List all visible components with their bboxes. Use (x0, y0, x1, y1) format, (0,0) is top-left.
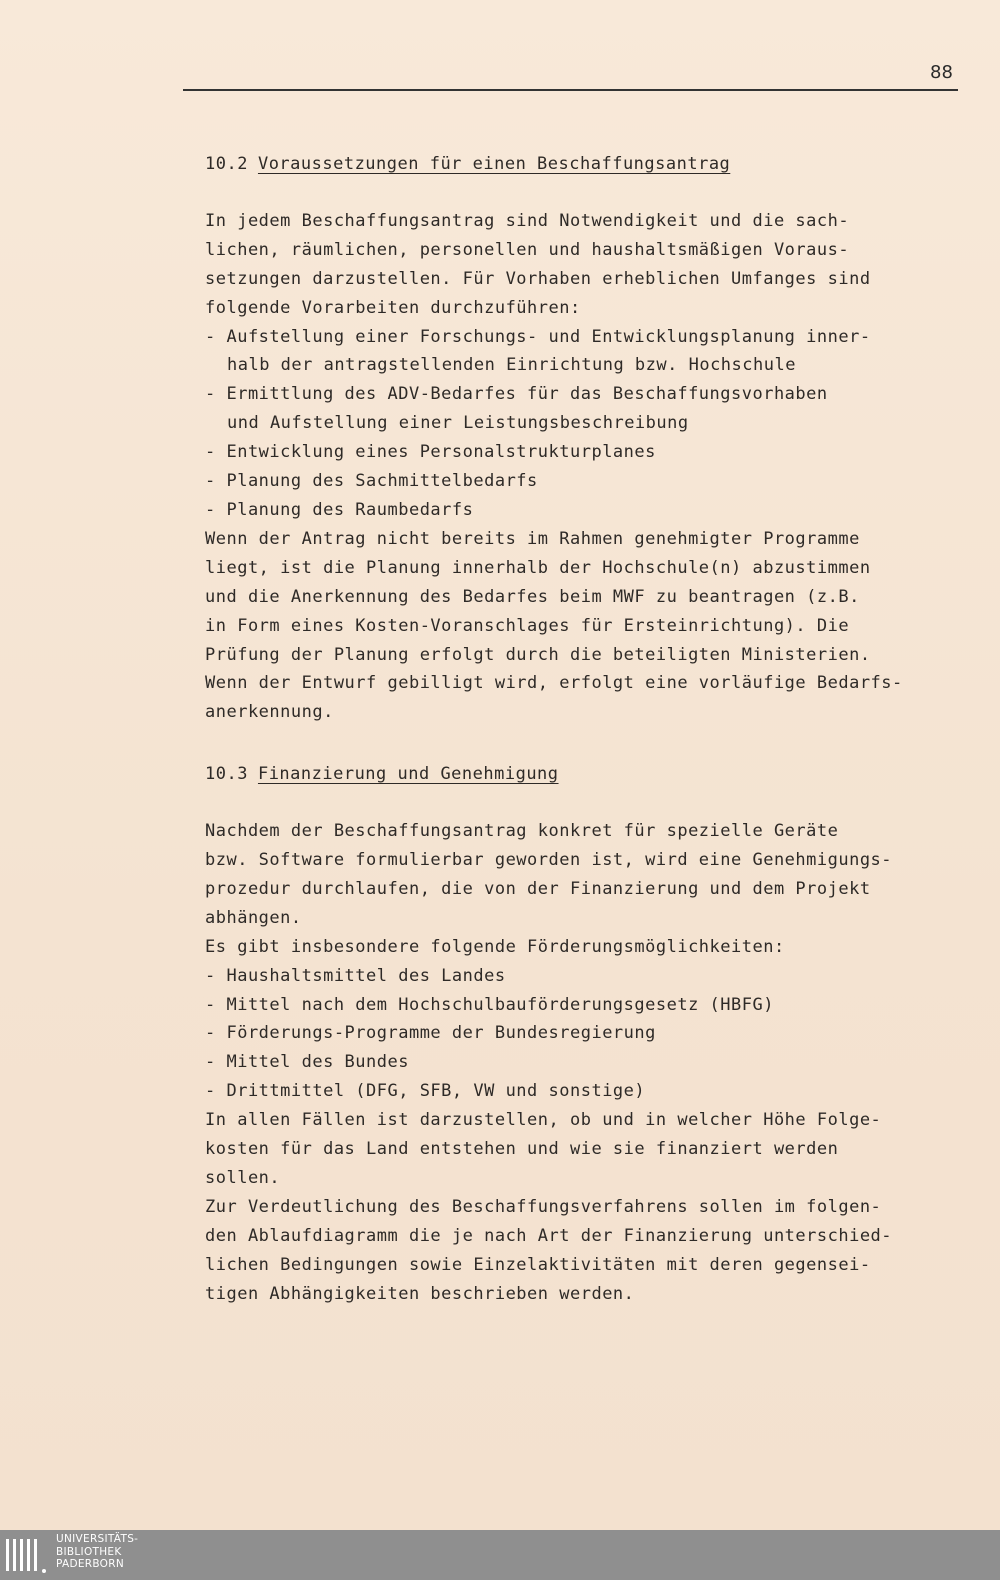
text-line: und die Anerkennung des Bedarfes beim MWF zu beantragen (z.B. (205, 586, 860, 607)
list-item-continuation: halb der antragstellenden Einrichtung bzw. Hochschule (227, 355, 796, 376)
list-item: - Förderungs-Programme der Bundesregierung (205, 1023, 656, 1044)
list-item: - Aufstellung einer Forschungs- und Entwicklungsplanung inner- (205, 326, 871, 347)
header-rule (183, 89, 958, 91)
list-item-continuation: und Aufstellung einer Leistungsbeschreibung (227, 413, 689, 434)
library-footer-bar (0, 1530, 1000, 1580)
section-title: Voraussetzungen für einen Beschaffungsantrag (257, 154, 731, 174)
text-line: Wenn der Entwurf gebilligt wird, erfolgt eine vorläufige Bedarfs- (205, 673, 903, 694)
text-line: In jedem Beschaffungsantrag sind Notwendigkeit und die sach- (205, 210, 850, 231)
text-line: Nachdem der Beschaffungsantrag konkret für spezielle Geräte (205, 821, 839, 842)
text-line: in Form eines Kosten-Voranschlages für Ersteinrichtung). Die (205, 615, 850, 636)
text-line: lichen Bedingungen sowie Einzelaktivitäten mit deren gegensei- (205, 1254, 871, 1275)
library-name-line: PADERBORN (56, 1558, 124, 1570)
text-line: kosten für das Land entstehen und wie sie finanziert werden (205, 1139, 839, 1160)
list-item: - Planung des Raumbedarfs (205, 499, 474, 520)
text-line: tigen Abhängigkeiten beschrieben werden. (205, 1283, 635, 1304)
list-item: - Entwicklung eines Personalstrukturplanes (205, 442, 656, 463)
section-heading-10-2 (205, 150, 945, 179)
list-item: - Drittmittel (DFG, SFB, VW und sonstige) (205, 1081, 646, 1102)
text-line: Prüfung der Planung erfolgt durch die beteiligten Ministerien. (205, 644, 871, 665)
list-item: - Planung des Sachmittelbedarfs (205, 471, 538, 492)
section-number: 10.2 (205, 154, 248, 174)
text-line: lichen, räumlichen, personellen und haushaltsmäßigen Voraus- (205, 239, 850, 260)
list-item: - Mittel des Bundes (205, 1052, 409, 1073)
section-10-2-text (205, 207, 945, 727)
text-line: sollen. (205, 1168, 281, 1188)
text-line: folgende Vorarbeiten durchzuführen: (205, 297, 581, 318)
text-line: anerkennung. (205, 702, 334, 723)
text-line: setzungen darzustellen. Für Vorhaben erheblichen Umfanges sind (205, 268, 871, 289)
text-line: prozedur durchlaufen, die von der Finanzierung und dem Projekt (205, 878, 871, 899)
library-name-line: BIBLIOTHEK (56, 1545, 122, 1558)
text-line: Zur Verdeutlichung des Beschaffungsverfahrens sollen im folgen- (205, 1196, 882, 1217)
section-10-3-text (205, 817, 945, 1308)
document-body (205, 150, 945, 1309)
text-line: In allen Fällen ist darzustellen, ob und in welcher Höhe Folge- (205, 1110, 882, 1131)
section-number: 10.3 (205, 764, 248, 785)
text-line: abhängen. (205, 907, 302, 928)
section-heading-10-3 (205, 760, 945, 789)
text-line: bzw. Software formulierbar geworden ist, wird eine Genehmigungs- (205, 850, 893, 871)
library-name (56, 1533, 138, 1571)
list-item: - Haushaltsmittel des Landes (205, 965, 506, 986)
text-line: liegt, ist die Planung innerhalb der Hochschule(n) abzustimmen (205, 557, 871, 578)
text-line: Es gibt insbesondere folgende Förderungsmöglichkeiten: (205, 936, 785, 957)
library-name-line: UNIVERSITÄTS- (56, 1533, 139, 1545)
list-item: - Ermittlung des ADV-Bedarfes für das Beschaffungsvorhaben (205, 384, 828, 405)
text-line: Wenn der Antrag nicht bereits im Rahmen genehmigter Programme (205, 528, 860, 549)
library-logo-icon (4, 1535, 46, 1575)
list-item: - Mittel nach dem Hochschulbauförderungsgesetz (HBFG) (205, 994, 774, 1015)
text-line: den Ablaufdiagramm die je nach Art der Finanzierung unterschied- (205, 1225, 893, 1246)
section-title: Finanzierung und Genehmigung (257, 764, 559, 785)
page-number: 88 (930, 62, 953, 83)
